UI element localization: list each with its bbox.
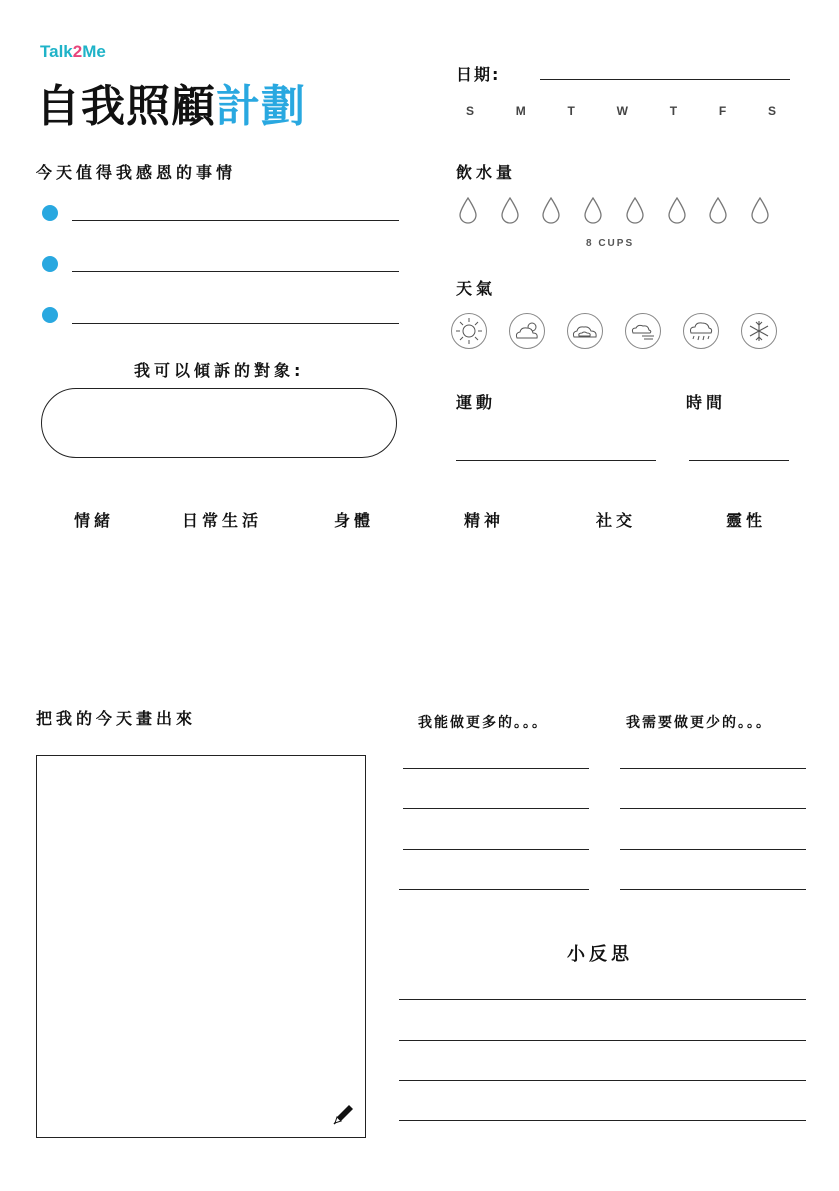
water-drop-icon[interactable] (458, 196, 478, 224)
partly-cloudy-icon[interactable] (508, 312, 546, 350)
time-line[interactable] (689, 460, 789, 461)
date-label: 日期: (456, 65, 501, 84)
bullet-dot (42, 307, 58, 323)
less-line[interactable] (620, 849, 806, 850)
pencil-icon (331, 1101, 357, 1127)
category-social[interactable]: 社交 (596, 511, 637, 530)
gratitude-line-1[interactable] (72, 220, 399, 221)
gratitude-line-3[interactable] (72, 323, 399, 324)
rainy-icon[interactable] (682, 312, 720, 350)
day-monday[interactable]: M (515, 104, 526, 118)
drawing-heading: 把我的今天畫出來 (36, 709, 197, 728)
less-line[interactable] (620, 768, 806, 769)
reflection-line[interactable] (399, 1080, 806, 1081)
day-sunday[interactable]: S (466, 104, 475, 118)
day-tuesday[interactable]: T (567, 104, 575, 118)
water-heading: 飲水量 (456, 163, 517, 182)
cloudy-icon[interactable] (566, 312, 604, 350)
confide-input-box[interactable] (41, 388, 397, 458)
water-drop-icon[interactable] (583, 196, 603, 224)
date-line[interactable] (540, 79, 790, 80)
day-saturday[interactable]: S (767, 104, 776, 118)
less-line[interactable] (620, 889, 806, 890)
water-drop-icon[interactable] (750, 196, 770, 224)
category-body[interactable]: 身體 (334, 511, 375, 530)
weekday-row (456, 104, 786, 118)
category-spiritual[interactable]: 靈性 (726, 511, 767, 530)
cups-label: 8 CUPS (586, 238, 635, 249)
water-drops (458, 196, 770, 224)
water-drop-icon[interactable] (625, 196, 645, 224)
confide-heading: 我可以傾訴的對象: (134, 361, 305, 380)
gratitude-line-2[interactable] (72, 271, 399, 272)
page-title: 自我照顧計劃 (36, 81, 306, 132)
day-friday[interactable]: F (718, 104, 727, 118)
more-heading: 我能做更多的。。。 (418, 715, 548, 731)
category-emotion[interactable]: 情緒 (74, 511, 115, 530)
water-drop-icon[interactable] (667, 196, 687, 224)
bullet-dot (42, 205, 58, 221)
time-label: 時間 (686, 393, 727, 412)
category-daily-life[interactable]: 日常生活 (182, 511, 263, 530)
less-heading: 我需要做更少的。。。 (626, 715, 772, 731)
water-drop-icon[interactable] (541, 196, 561, 224)
category-mind[interactable]: 精神 (464, 511, 505, 530)
reflection-heading: 小反思 (567, 944, 633, 965)
day-wednesday[interactable]: W (616, 104, 628, 118)
windy-icon[interactable] (624, 312, 662, 350)
water-drop-icon[interactable] (500, 196, 520, 224)
exercise-line[interactable] (456, 460, 656, 461)
snow-icon[interactable] (740, 312, 778, 350)
sunny-icon[interactable] (450, 312, 488, 350)
more-line[interactable] (399, 889, 589, 890)
drawing-box[interactable] (36, 755, 366, 1138)
reflection-line[interactable] (399, 1040, 806, 1041)
water-drop-icon[interactable] (708, 196, 728, 224)
weather-icons (450, 312, 778, 350)
more-line[interactable] (403, 849, 589, 850)
exercise-label: 運動 (456, 393, 497, 412)
more-line[interactable] (403, 808, 589, 809)
bullet-dot (42, 256, 58, 272)
gratitude-heading: 今天值得我感恩的事情 (36, 163, 237, 182)
weather-heading: 天氣 (456, 279, 497, 298)
reflection-line[interactable] (399, 999, 806, 1000)
day-thursday[interactable]: T (669, 104, 678, 118)
reflection-line[interactable] (399, 1120, 806, 1121)
more-line[interactable] (403, 768, 589, 769)
less-line[interactable] (620, 808, 806, 809)
brand-logo: Talk2Me (40, 42, 106, 61)
